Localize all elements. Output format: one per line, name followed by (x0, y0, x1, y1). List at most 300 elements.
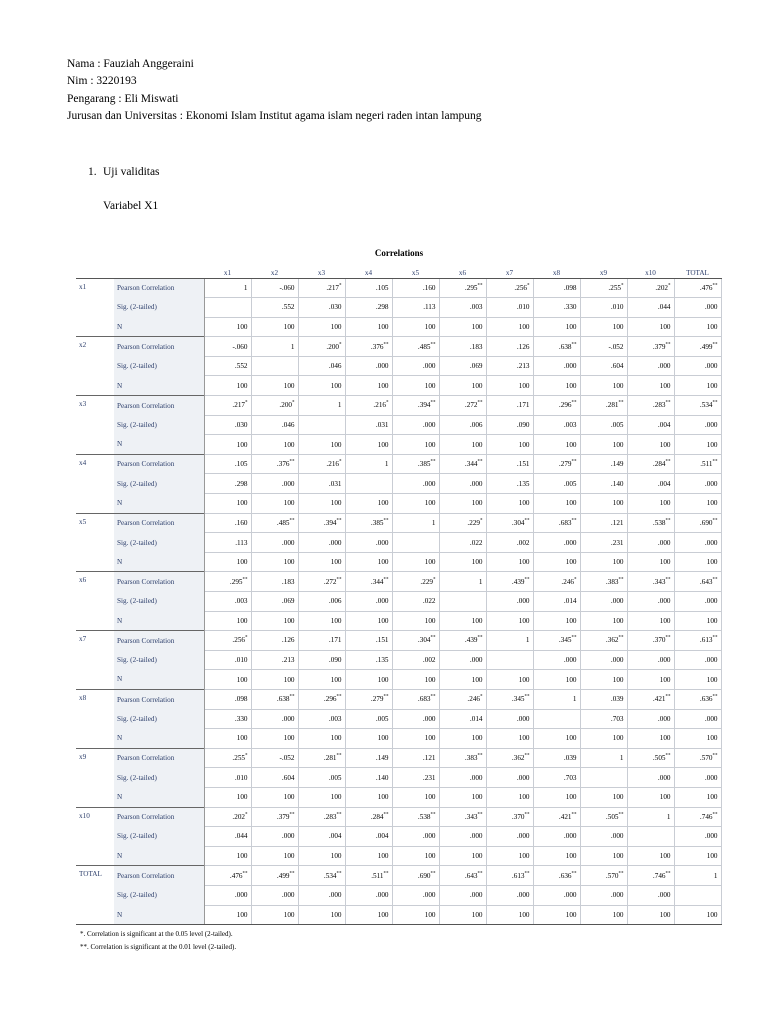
table-cell: 100 (674, 494, 721, 514)
row-statistic-label: Sig. (2-tailed) (114, 356, 204, 376)
table-row (76, 592, 721, 612)
variable-title: Variabel X1 (103, 200, 159, 212)
table-cell: .000 (392, 415, 439, 435)
table-cell: .690** (674, 513, 721, 533)
row-variable-label (76, 729, 114, 749)
table-row (76, 376, 721, 396)
correlations-table-title: Correlations (374, 248, 424, 258)
table-cell: .039 (533, 748, 580, 768)
table-cell: .014 (439, 709, 486, 729)
table-cell: 100 (298, 729, 345, 749)
table-cell: .005 (533, 474, 580, 494)
table-cell: 100 (486, 846, 533, 866)
table-cell (204, 298, 251, 318)
table-cell: .394** (392, 396, 439, 416)
row-statistic-label: Pearson Correlation (114, 278, 204, 298)
table-cell: .022 (439, 533, 486, 553)
table-cell: .746** (674, 807, 721, 827)
table-cell: .383** (439, 748, 486, 768)
table-row (76, 611, 721, 631)
table-cell: 1 (486, 631, 533, 651)
table-cell: .000 (533, 885, 580, 905)
table-cell: .370** (627, 631, 674, 651)
correlations-table (76, 264, 722, 925)
table-cell (439, 592, 486, 612)
table-cell: 100 (580, 435, 627, 455)
row-variable-label (76, 885, 114, 905)
table-cell: .511** (345, 866, 392, 886)
table-cell: .000 (251, 533, 298, 553)
table-cell: 100 (345, 552, 392, 572)
row-statistic-label: N (114, 729, 204, 749)
table-cell: .485** (251, 513, 298, 533)
table-cell: 100 (627, 729, 674, 749)
table-cell: .126 (486, 337, 533, 357)
table-cell: 100 (345, 317, 392, 337)
table-cell: .255* (580, 278, 627, 298)
table-cell: .000 (674, 415, 721, 435)
table-cell: 100 (674, 787, 721, 807)
table-row (76, 454, 721, 474)
row-statistic-label: Sig. (2-tailed) (114, 768, 204, 788)
table-cell: .000 (439, 474, 486, 494)
table-cell: .004 (627, 474, 674, 494)
table-cell: .000 (674, 827, 721, 847)
row-statistic-label: Sig. (2-tailed) (114, 533, 204, 553)
row-variable-label (76, 376, 114, 396)
table-cell: .000 (627, 592, 674, 612)
table-cell: .534** (298, 866, 345, 886)
row-variable-label (76, 415, 114, 435)
table-cell: .000 (439, 827, 486, 847)
table-cell: 100 (251, 552, 298, 572)
table-cell: .126 (251, 631, 298, 651)
table-cell: .690** (392, 866, 439, 886)
table-cell: 100 (392, 611, 439, 631)
table-cell: 100 (486, 494, 533, 514)
table-cell: 100 (627, 611, 674, 631)
row-variable-label (76, 905, 114, 925)
table-cell: 100 (251, 317, 298, 337)
table-cell: .552 (251, 298, 298, 318)
table-cell: 100 (486, 905, 533, 925)
table-cell (251, 356, 298, 376)
row-variable-label (76, 298, 114, 318)
column-header: TOTAL (674, 264, 721, 278)
table-cell: 100 (439, 494, 486, 514)
table-cell: .044 (204, 827, 251, 847)
table-cell: .256* (204, 631, 251, 651)
table-cell: .010 (486, 298, 533, 318)
table-cell: -.052 (251, 748, 298, 768)
table-cell: 100 (345, 494, 392, 514)
table-cell (580, 768, 627, 788)
row-statistic-label: N (114, 846, 204, 866)
table-cell: .046 (298, 356, 345, 376)
table-row (76, 337, 721, 357)
table-cell: .613** (486, 866, 533, 886)
table-cell: .000 (674, 474, 721, 494)
row-statistic-label: Sig. (2-tailed) (114, 827, 204, 847)
table-cell: 100 (533, 846, 580, 866)
table-cell: .200* (298, 337, 345, 357)
table-cell: .330 (204, 709, 251, 729)
table-row (76, 670, 721, 690)
table-cell: .283** (298, 807, 345, 827)
table-cell: .379** (627, 337, 674, 357)
table-cell: 100 (580, 905, 627, 925)
table-cell: .171 (298, 631, 345, 651)
table-cell: .121 (580, 513, 627, 533)
table-cell: .231 (580, 533, 627, 553)
column-header: x1 (204, 264, 251, 278)
table-cell: .344** (439, 454, 486, 474)
table-cell: 100 (345, 905, 392, 925)
table-cell: 100 (533, 729, 580, 749)
table-cell: .000 (580, 650, 627, 670)
table-cell: 1 (298, 396, 345, 416)
footnote-001: **. Correlation is significant at the 0.01 level (2-tailed). (80, 943, 237, 951)
table-cell: 100 (627, 670, 674, 690)
row-variable-label (76, 356, 114, 376)
table-cell: 100 (204, 494, 251, 514)
table-cell: .000 (580, 827, 627, 847)
table-cell: .090 (486, 415, 533, 435)
row-statistic-label: Pearson Correlation (114, 689, 204, 709)
table-cell: .005 (345, 709, 392, 729)
table-cell: .703 (533, 768, 580, 788)
row-variable-label (76, 768, 114, 788)
table-cell: 100 (486, 670, 533, 690)
table-cell: 1 (204, 278, 251, 298)
table-cell: 100 (580, 787, 627, 807)
column-header: x5 (392, 264, 439, 278)
table-row (76, 866, 721, 886)
table-cell: .149 (345, 748, 392, 768)
table-cell: .002 (486, 533, 533, 553)
table-cell: .281** (580, 396, 627, 416)
table-cell: .376** (251, 454, 298, 474)
table-row (76, 768, 721, 788)
table-cell: .000 (627, 356, 674, 376)
row-statistic-label: N (114, 905, 204, 925)
table-cell: 100 (251, 611, 298, 631)
table-cell: .370** (486, 807, 533, 827)
table-row (76, 787, 721, 807)
corner-cell (76, 264, 114, 278)
table-cell: .000 (674, 709, 721, 729)
table-cell: .439** (486, 572, 533, 592)
table-cell: 100 (533, 787, 580, 807)
table-cell: 100 (627, 317, 674, 337)
table-cell: 100 (251, 376, 298, 396)
table-cell: .485** (392, 337, 439, 357)
table-cell: .000 (533, 650, 580, 670)
row-statistic-label: Pearson Correlation (114, 396, 204, 416)
table-cell: .345** (533, 631, 580, 651)
table-cell: 100 (251, 670, 298, 690)
table-cell: .000 (298, 885, 345, 905)
table-cell (533, 709, 580, 729)
table-cell: .683** (533, 513, 580, 533)
table-cell: .003 (298, 709, 345, 729)
table-cell: 100 (674, 670, 721, 690)
table-cell: .613** (674, 631, 721, 651)
table-cell: .003 (439, 298, 486, 318)
row-variable-label (76, 474, 114, 494)
table-row (76, 435, 721, 455)
table-row (76, 846, 721, 866)
table-cell: 100 (392, 787, 439, 807)
table-cell: 100 (204, 435, 251, 455)
row-statistic-label: N (114, 317, 204, 337)
table-cell: 100 (439, 435, 486, 455)
table-cell: .216* (298, 454, 345, 474)
table-cell: .031 (298, 474, 345, 494)
table-cell: .000 (486, 827, 533, 847)
table-cell: .638** (251, 689, 298, 709)
table-cell: .499** (251, 866, 298, 886)
section-title: Uji validitas (103, 166, 160, 178)
table-cell: 100 (204, 552, 251, 572)
table-cell: .000 (345, 885, 392, 905)
table-row (76, 356, 721, 376)
table-cell: .000 (251, 709, 298, 729)
row-statistic-label: Sig. (2-tailed) (114, 709, 204, 729)
row-variable-label: x5 (76, 513, 114, 533)
table-cell: 1 (392, 513, 439, 533)
table-cell: .000 (674, 592, 721, 612)
table-cell: 100 (298, 494, 345, 514)
table-row (76, 317, 721, 337)
table-cell: 100 (533, 494, 580, 514)
table-cell: .005 (580, 415, 627, 435)
table-cell: .000 (627, 768, 674, 788)
column-header: x6 (439, 264, 486, 278)
table-cell: 100 (439, 670, 486, 690)
table-cell: .394** (298, 513, 345, 533)
table-cell: 100 (251, 435, 298, 455)
table-cell: .000 (439, 768, 486, 788)
table-cell (674, 885, 721, 905)
table-cell: .344** (345, 572, 392, 592)
column-header: x3 (298, 264, 345, 278)
table-cell: .476** (204, 866, 251, 886)
row-variable-label (76, 317, 114, 337)
table-cell: .030 (298, 298, 345, 318)
table-cell: .006 (298, 592, 345, 612)
table-cell: .283** (627, 396, 674, 416)
table-cell: .005 (298, 768, 345, 788)
table-cell: .014 (533, 592, 580, 612)
column-header: x9 (580, 264, 627, 278)
table-cell: 100 (345, 729, 392, 749)
table-cell: .345** (486, 689, 533, 709)
table-row (76, 513, 721, 533)
table-cell: .256* (486, 278, 533, 298)
row-statistic-label: Pearson Correlation (114, 337, 204, 357)
table-cell: .296** (533, 396, 580, 416)
table-cell: .279** (345, 689, 392, 709)
table-cell: 100 (486, 317, 533, 337)
table-cell: 100 (439, 611, 486, 631)
table-cell: 100 (580, 494, 627, 514)
row-statistic-label: Pearson Correlation (114, 807, 204, 827)
table-cell: .105 (345, 278, 392, 298)
table-cell: .383** (580, 572, 627, 592)
table-cell: .385** (392, 454, 439, 474)
row-statistic-label: N (114, 552, 204, 572)
table-cell: .171 (486, 396, 533, 416)
row-statistic-label: N (114, 787, 204, 807)
table-cell: 100 (439, 846, 486, 866)
table-cell: .000 (251, 474, 298, 494)
table-cell: 1 (627, 807, 674, 827)
table-cell: .272** (439, 396, 486, 416)
student-name: Nama : Fauziah Anggeraini (67, 58, 194, 70)
table-cell: 100 (533, 611, 580, 631)
table-cell: .295** (204, 572, 251, 592)
table-cell: .000 (392, 827, 439, 847)
table-cell: 100 (674, 905, 721, 925)
table-cell: 100 (251, 846, 298, 866)
table-cell: .113 (392, 298, 439, 318)
row-statistic-label: Sig. (2-tailed) (114, 298, 204, 318)
table-cell: .003 (204, 592, 251, 612)
table-row (76, 827, 721, 847)
row-statistic-label: Pearson Correlation (114, 631, 204, 651)
table-cell: .439** (439, 631, 486, 651)
table-cell: .002 (392, 650, 439, 670)
row-variable-label (76, 611, 114, 631)
column-header: x2 (251, 264, 298, 278)
table-cell: 100 (439, 905, 486, 925)
table-cell: .000 (439, 885, 486, 905)
row-statistic-label: N (114, 435, 204, 455)
table-cell: .296** (298, 689, 345, 709)
table-cell: .638** (533, 337, 580, 357)
table-cell: 100 (298, 905, 345, 925)
table-row (76, 533, 721, 553)
table-cell: 100 (204, 376, 251, 396)
table-cell: .000 (486, 592, 533, 612)
table-cell: 100 (439, 376, 486, 396)
table-cell: .476** (674, 278, 721, 298)
row-variable-label (76, 592, 114, 612)
table-row (76, 709, 721, 729)
table-cell: .000 (674, 533, 721, 553)
table-row (76, 278, 721, 298)
table-cell: 100 (580, 729, 627, 749)
table-cell: 1 (251, 337, 298, 357)
table-cell: 100 (580, 376, 627, 396)
table-cell: .505** (580, 807, 627, 827)
row-statistic-label: Sig. (2-tailed) (114, 474, 204, 494)
table-cell: 100 (392, 494, 439, 514)
table-cell: .538** (627, 513, 674, 533)
table-row (76, 729, 721, 749)
table-cell: .000 (627, 885, 674, 905)
table-cell: 100 (298, 435, 345, 455)
table-cell: .000 (533, 356, 580, 376)
table-cell: 100 (204, 787, 251, 807)
table-cell: 100 (392, 376, 439, 396)
table-cell: .022 (392, 592, 439, 612)
table-cell: 100 (345, 611, 392, 631)
table-cell (486, 650, 533, 670)
table-cell: .000 (392, 885, 439, 905)
table-cell: .000 (674, 356, 721, 376)
row-statistic-label: N (114, 670, 204, 690)
row-statistic-label: Pearson Correlation (114, 866, 204, 886)
table-cell: .030 (204, 415, 251, 435)
table-cell: .000 (486, 768, 533, 788)
table-cell: .140 (345, 768, 392, 788)
table-cell: 100 (345, 376, 392, 396)
table-cell: .113 (204, 533, 251, 553)
table-cell: .643** (674, 572, 721, 592)
table-cell: 100 (674, 435, 721, 455)
table-row (76, 807, 721, 827)
table-row (76, 572, 721, 592)
table-cell: .217* (204, 396, 251, 416)
table-cell: .160 (392, 278, 439, 298)
table-cell: .151 (345, 631, 392, 651)
table-cell: 100 (204, 317, 251, 337)
column-header: x10 (627, 264, 674, 278)
table-cell: .000 (439, 650, 486, 670)
table-cell: 100 (204, 670, 251, 690)
table-cell: .031 (345, 415, 392, 435)
row-variable-label: TOTAL (76, 866, 114, 886)
table-cell (627, 827, 674, 847)
row-statistic-label: Pearson Correlation (114, 513, 204, 533)
table-cell: .000 (392, 474, 439, 494)
table-cell: 100 (580, 552, 627, 572)
row-variable-label (76, 670, 114, 690)
table-cell: 100 (298, 317, 345, 337)
table-cell: .000 (627, 709, 674, 729)
table-body (76, 278, 721, 925)
table-cell: 100 (580, 317, 627, 337)
table-cell: .213 (251, 650, 298, 670)
table-cell: .003 (533, 415, 580, 435)
table-cell: .362** (486, 748, 533, 768)
table-cell: .000 (251, 827, 298, 847)
row-statistic-label: Sig. (2-tailed) (114, 592, 204, 612)
table-cell: 100 (627, 552, 674, 572)
table-cell: .284** (627, 454, 674, 474)
table-cell: 1 (674, 866, 721, 886)
row-variable-label: x6 (76, 572, 114, 592)
table-cell: .216* (345, 396, 392, 416)
table-cell: 100 (580, 611, 627, 631)
table-cell: 100 (251, 787, 298, 807)
table-cell: .534** (674, 396, 721, 416)
table-cell: .140 (580, 474, 627, 494)
row-variable-label: x1 (76, 278, 114, 298)
table-cell: 100 (486, 611, 533, 631)
table-cell: .000 (345, 533, 392, 553)
table-cell: .421** (627, 689, 674, 709)
table-cell: -.052 (580, 337, 627, 357)
table-row (76, 689, 721, 709)
table-row (76, 298, 721, 318)
table-cell: .098 (204, 689, 251, 709)
table-cell: 100 (486, 729, 533, 749)
table-cell: .636** (674, 689, 721, 709)
table-cell: 100 (298, 376, 345, 396)
